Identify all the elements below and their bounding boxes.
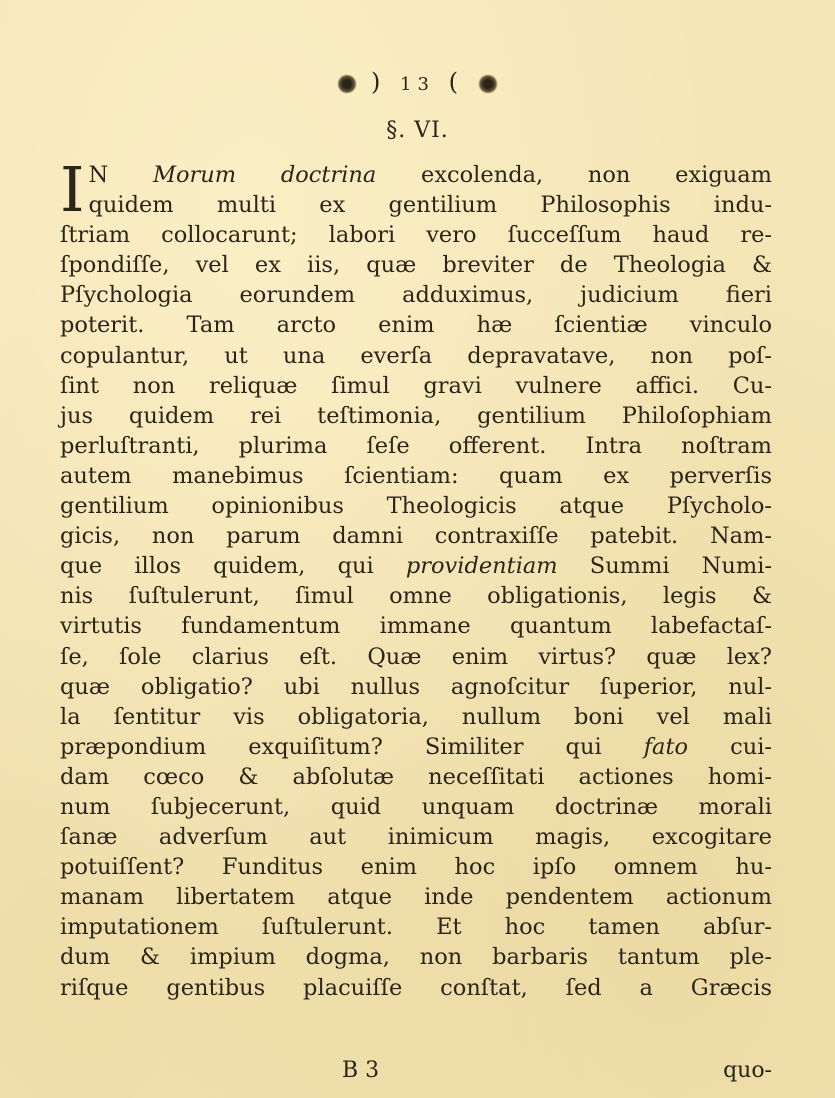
text-line: potuiſſent? Funditus enim hoc ipſo omnem hu- bbox=[60, 854, 772, 881]
body-text bbox=[60, 153, 773, 1003]
text-line: que illos quidem, qui providentiam Summi Numi- bbox=[60, 553, 772, 580]
text-line: jus quidem rei teſtimonia, gentilium Philoſophiam bbox=[60, 402, 772, 429]
text-line: perluſtranti, plurima ſeſe offerent. Intra noſtram bbox=[60, 432, 772, 459]
text-line: nis ſuſtulerunt, ſimul omne obligationis, legis & bbox=[60, 583, 772, 610]
page-number: 13 bbox=[400, 74, 435, 95]
header-right-paren: ( bbox=[448, 68, 464, 96]
text-line: ſint non reliquæ ſimul gravi vulnere affici. Cu- bbox=[60, 372, 772, 399]
text-line: riſque gentibus placuiſſe conſtat, ſed a Græcis bbox=[60, 974, 772, 1001]
text-line: manam libertatem atque inde pendentem actionum bbox=[60, 884, 772, 911]
text-line: gicis, non parum damni contraxiſſe patebit. Nam- bbox=[60, 523, 772, 550]
text-line: præpondium exquiſitum? Similiter qui fato cui- bbox=[60, 733, 772, 760]
text-line: ſtriam collocarunt; labori vero ſucceſſum haud re- bbox=[60, 222, 772, 249]
header-left-paren: ) bbox=[371, 68, 387, 96]
running-header bbox=[0, 68, 835, 96]
drop-cap: I bbox=[60, 153, 85, 226]
page-footer bbox=[60, 1058, 772, 1088]
text-line: copulantur, ut una everſa depravatave, non poſ- bbox=[60, 342, 772, 369]
text-line: imputationem ſuſtulerunt. Et hoc tamen abſur- bbox=[60, 914, 772, 941]
signature-mark: B 3 bbox=[342, 1058, 380, 1083]
right-ornament-icon bbox=[478, 74, 498, 94]
text-line: N Morum doctrina excolenda, non exiguam bbox=[88, 162, 773, 188]
section-title: §. VI. bbox=[386, 118, 449, 143]
text-line: virtutis fundamentum immane quantum labefactaſ- bbox=[60, 613, 772, 640]
left-ornament-icon bbox=[337, 74, 357, 94]
text-line: la ſentitur vis obligatoria, nullum boni vel mali bbox=[60, 703, 772, 730]
italic-phrase: fato bbox=[643, 733, 689, 760]
italic-phrase: providentiam bbox=[405, 553, 558, 580]
text-line: ſpondiſſe, vel ex iis, quæ breviter de Theologia & bbox=[60, 252, 772, 279]
text-line: gentilium opinionibus Theologicis atque Pſycholo- bbox=[60, 493, 772, 520]
text-line: ſe, ſole clarius eſt. Quæ enim virtus? quæ lex? bbox=[60, 643, 772, 670]
text-line: ſanæ adverſum aut inimicum magis, excogitare bbox=[60, 824, 772, 851]
text-line: poterit. Tam arcto enim hæ ſcientiæ vinculo bbox=[60, 312, 772, 339]
text-line: quæ obligatio? ubi nullus agnoſcitur ſuperior, nul- bbox=[60, 673, 772, 700]
text-line: dam cœco & abſolutæ neceſſitati actiones homi- bbox=[60, 763, 772, 790]
text-line: autem manebimus ſcientiam: quam ex perverſis bbox=[60, 462, 772, 489]
text-line: num ſubjecerunt, quid unquam doctrinæ morali bbox=[60, 793, 772, 820]
catchword: quo- bbox=[723, 1058, 772, 1083]
text-line: dum & impium dogma, non barbaris tantum ple- bbox=[60, 944, 772, 971]
text-line: Pſychologia eorundem adduximus, judicium fieri bbox=[60, 282, 772, 309]
text-line: quidem multi ex gentilium Philosophis indu- bbox=[88, 192, 772, 219]
italic-phrase: Morum doctrina bbox=[152, 162, 377, 188]
